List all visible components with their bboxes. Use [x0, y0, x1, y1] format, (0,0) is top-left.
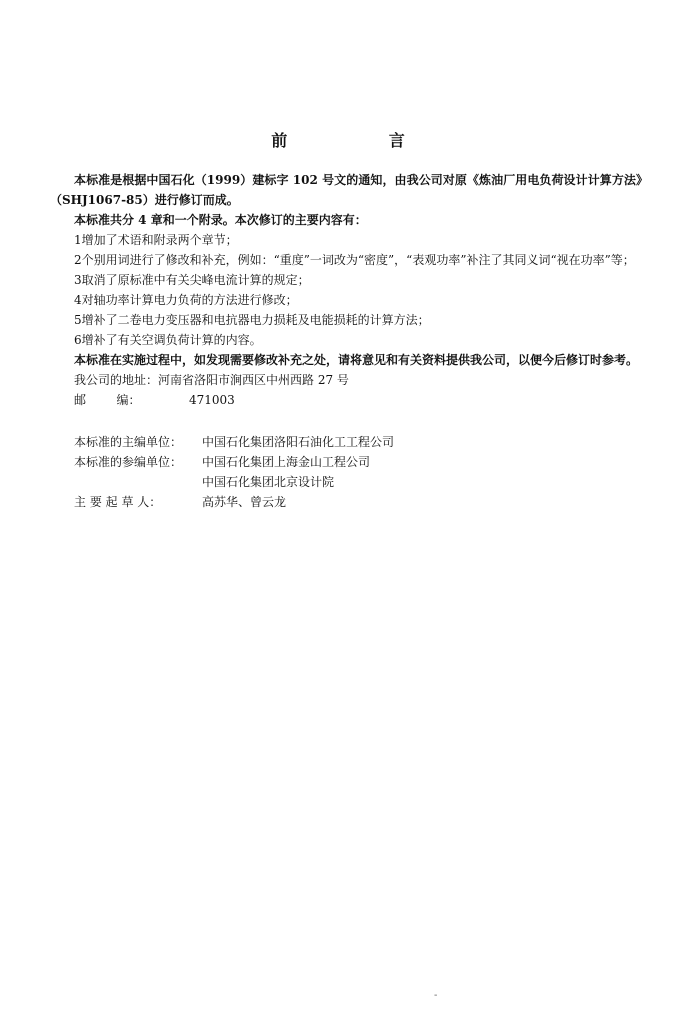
- drafters-value: 高苏华、曾云龙: [202, 495, 287, 509]
- empty-label: [74, 472, 202, 492]
- list-item-number: 4: [74, 293, 82, 307]
- participant-org-value-1: 中国石化集团上海金山工程公司: [202, 455, 371, 469]
- page-title: 前 言: [271, 131, 453, 150]
- list-item-number: 1: [74, 233, 82, 247]
- list-item-text: 增补了二卷电力变压器和电抗器电力损耗及电能损耗的计算方法；: [81, 313, 430, 327]
- preface-body: [50, 170, 642, 512]
- postal-row: [50, 390, 642, 410]
- participant-org-label: 本标准的参编单位：: [74, 455, 183, 469]
- chief-org-row: [50, 432, 642, 452]
- list-item-number: 6: [74, 333, 82, 347]
- drafters-row: [50, 492, 642, 512]
- chief-org-label: 本标准的主编单位：: [74, 435, 183, 449]
- list-item-number: 5: [74, 313, 82, 327]
- list-item: [50, 310, 642, 330]
- paragraph-intro: 本标准是根据中国石化（1999）建标字 102 号文的通知，由我公司对原《炼油厂用电负荷设计计算方法》（SHJ1067-85）进行修订而成。: [50, 173, 642, 207]
- postal-value: 471003: [189, 393, 235, 407]
- participant-org-value-2: 中国石化集团北京设计院: [202, 475, 335, 489]
- list-item-text: 对轴功率计算电力负荷的方法进行修改；: [81, 293, 298, 307]
- chief-org-value: 中国石化集团洛阳石油化工工程公司: [202, 435, 395, 449]
- drafters-label: 主 要 起 草 人：: [74, 495, 162, 509]
- list-item-text: 增补了有关空调负荷计算的内容。: [81, 333, 262, 347]
- page-footer-mark: -: [434, 990, 438, 1001]
- postal-label: 邮 编：: [74, 393, 141, 407]
- list-item-number: 2: [74, 253, 82, 267]
- spacer: [50, 410, 642, 432]
- list-item: [50, 230, 642, 250]
- list-item-number: 3: [74, 273, 82, 287]
- list-item-text: 增加了术语和附录两个章节；: [81, 233, 238, 247]
- paragraph-summary: 本标准共分 4 章和一个附录。本次修订的主要内容有：: [74, 213, 367, 227]
- address-label: 我公司的地址：: [74, 373, 159, 387]
- list-item: [50, 290, 642, 310]
- list-item: [50, 270, 642, 290]
- list-item: [50, 330, 642, 350]
- address-value: 河南省洛阳市涧西区中州西路 27 号: [158, 373, 349, 387]
- list-item: [50, 250, 642, 270]
- paragraph-feedback: 本标准在实施过程中，如发现需要修改补充之处，请将意见和有关资料提供我公司，以便今后修订时参考。: [74, 353, 639, 367]
- list-item-text: 个别用词进行了修改和补充，例如：“重度”一词改为“密度”，“表观功率”补注了其同义词“视在功率”等；: [81, 253, 635, 267]
- participant-org-row-2: [50, 472, 642, 492]
- address-row: [50, 370, 642, 390]
- participant-org-row: [50, 452, 642, 472]
- list-item-text: 取消了原标准中有关尖峰电流计算的规定；: [81, 273, 310, 287]
